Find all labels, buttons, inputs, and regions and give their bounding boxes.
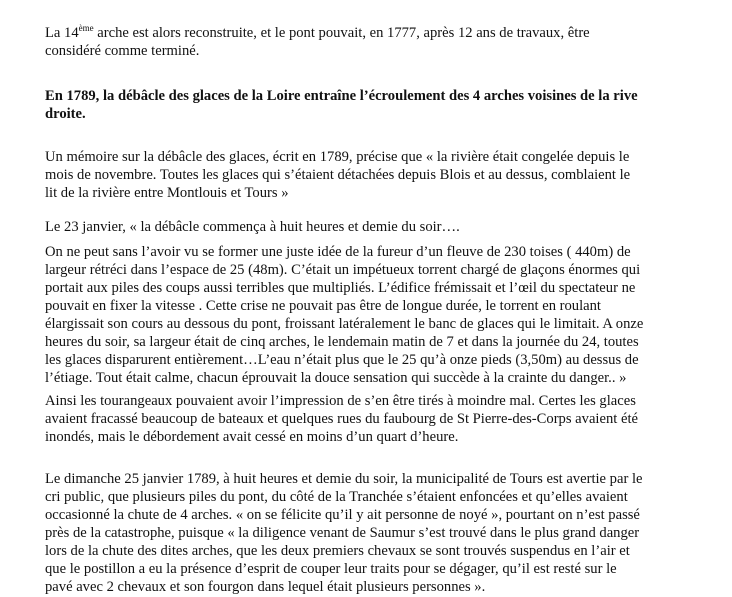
heading-line-2: droite. (45, 106, 86, 122)
paragraph-7-line-2: cri public, que plusieurs piles du pont, du côté de la Tranchée s’étaient enfoncées et qu’elles avaient (45, 489, 628, 505)
paragraph-6-line-2: avaient fracassé beaucoup de bateaux et quelques rues du faubourg de St Pierre-des-Corps avaient été (45, 411, 638, 427)
paragraph-4-line-1: Le 23 janvier, « la débâcle commença à huit heures et demie du soir…. (45, 219, 460, 235)
paragraph-5-line-2: largeur rétréci dans l’espace de 25 (48m). C’était un impétueux torrent chargé de glaçons énormes qui (45, 262, 641, 278)
paragraph-5-line-3: portait aux piles des coups aussi terribles que multipliés. L’édifice frémissait et l’œil du spectateur ne (45, 280, 636, 296)
text-run: arche est alors reconstruite, et le pont pouvait, en 1777, après 12 ans de travaux, être (93, 25, 590, 41)
paragraph-3-line-3: lit de la rivière entre Montlouis et Tours » (45, 185, 289, 201)
paragraph-3-line-2: mois de novembre. Toutes les glaces qui s’étaient détachées depuis Blois et au dessus, comblaient le (45, 167, 631, 183)
superscript: ème (78, 23, 94, 33)
paragraph-5-line-4: pouvait en fixer la vitesse . Cette crise ne pouvait pas être de longue durée, le torrent en roulant (45, 298, 601, 314)
paragraph-6-line-3: inondés, mais le débordement avait cessé en moins d’un quart d’heure. (45, 429, 459, 445)
paragraph-1-line-2: considéré comme terminé. (45, 43, 200, 59)
paragraph-5-line-1: On ne peut sans l’avoir vu se former une juste idée de la fureur d’un fleuve de 230 toises ( 440m) de (45, 244, 631, 260)
paragraph-7-line-1: Le dimanche 25 janvier 1789, à huit heures et demie du soir, la municipalité de Tours est avertie par le (45, 471, 643, 487)
paragraph-3-line-1: Un mémoire sur la débâcle des glaces, écrit en 1789, précise que « la rivière était congelée depuis le (45, 149, 630, 165)
paragraph-7-line-6: que le postillon a eu la présence d’esprit de couper leur traits pour se dégager, qu’il est resté sur le (45, 561, 617, 577)
paragraph-5-line-8: l’étiage. Tout était calme, chacun éprouvait la douce sensation qui succède à la crainte du danger.. » (45, 370, 627, 386)
paragraph-7-line-5: lors de la chute des dites arches, que les deux premiers chevaux se sont trouvés suspendus en l’air et (45, 543, 630, 559)
paragraph-7-line-7: pavé avec 2 chevaux et son fourgon dans lequel était plusieurs personnes ». (45, 579, 486, 595)
paragraph-5-line-6: heures du soir, sa largeur était de cinq arches, le lendemain matin de 7 et dans la journée du 24, toutes (45, 334, 639, 350)
paragraph-7-line-3: occasionné la chute de 4 arches. « on se félicite qu’il y ait personne de noyé », pourtant on n’est passé (45, 507, 640, 523)
paragraph-6-line-1: Ainsi les tourangeaux pouvaient avoir l’impression de s’en être tirés à moindre mal. Certes les glaces (45, 393, 636, 409)
paragraph-1-line-1 (45, 24, 590, 42)
paragraph-7-line-4: près de la catastrophe, puisque « la diligence venant de Saumur s’est trouvé dans le plus grand danger (45, 525, 640, 541)
text-run: La 14 (45, 25, 79, 41)
paragraph-5-line-7: les glaces disparurent entièrement…L’eau n’était plus que le 25 qu’à onze pieds (3,50m) au dessus de (45, 352, 639, 368)
paragraph-5-line-5: élargissait son cours au dessous du pont, froissant latéralement le banc de glaces qui le limitait. A onze (45, 316, 644, 332)
heading-line-1: En 1789, la débâcle des glaces de la Loire entraîne l’écroulement des 4 arches voisines de la rive (45, 88, 638, 104)
